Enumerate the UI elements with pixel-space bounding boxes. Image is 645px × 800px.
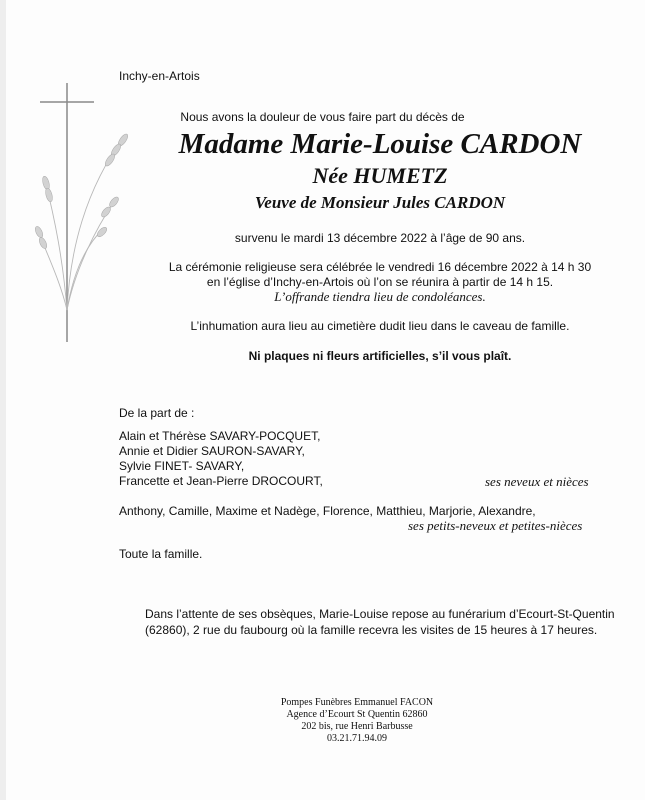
- deceased-name: Madame Marie-Louise CARDON: [178, 128, 582, 160]
- grand-relation: ses petits-neveux et petites-nièces: [408, 518, 583, 533]
- whole-family: Toute la famille.: [119, 547, 203, 561]
- from-label: De la part de :: [119, 406, 195, 420]
- burial-text: L’inhumation aura lieu au cimetière dudit lieu dans le caveau de famille.: [190, 319, 570, 333]
- relative-2: Annie et Didier SAURON-SAVARY,: [119, 444, 305, 458]
- maiden-name: Née HUMETZ: [312, 163, 448, 188]
- no-flowers-notice: Ni plaques ni fleurs artificielles, s’il vous plaît.: [248, 349, 512, 363]
- ceremony-line-1: La cérémonie religieuse sera célébrée le vendredi 16 décembre 2022 à 14 h 30: [168, 260, 592, 274]
- relative-4: Francette et Jean-Pierre DROCOURT,: [119, 474, 323, 488]
- relative-3: Sylvie FINET- SAVARY,: [119, 459, 245, 473]
- death-notice: survenu le mardi 13 décembre 2022 à l’âge de 90 ans.: [234, 231, 526, 245]
- grand-nephews-names: Anthony, Camille, Maxime et Nadège, Florence, Matthieu, Marjorie, Alexandre,: [119, 504, 536, 518]
- funeral-home-phone: 03.21.71.94.09: [327, 733, 387, 744]
- ceremony-line-3: L’offrande tiendra lieu de condoléances.: [274, 289, 486, 304]
- widow-of: Veuve de Monsieur Jules CARDON: [254, 193, 506, 212]
- funeral-home-address: 202 bis, rue Henri Barbusse: [301, 721, 413, 732]
- funeral-home-name: Pompes Funèbres Emmanuel FACON: [280, 697, 434, 708]
- repose-line-2: (62860), 2 rue du faubourg où la famille recevra les visites de 15 heures à 17 heures.: [145, 623, 598, 637]
- relatives-relation: ses neveux et nièces: [485, 474, 589, 489]
- funeral-home-agency: Agence d’Ecourt St Quentin 62860: [286, 709, 428, 720]
- location: Inchy-en-Artois: [119, 69, 200, 83]
- intro-text: Nous avons la douleur de vous faire part du décès de: [180, 110, 465, 124]
- funeral-home-block: [0, 697, 645, 745]
- ceremony-line-2: en l’église d’Inchy-en-Artois où l’on se réunira à partir de 14 h 15.: [206, 275, 554, 289]
- repose-line-1: Dans l’attente de ses obsèques, Marie-Louise repose au funérarium d’Ecourt-St-Quentin: [145, 607, 615, 621]
- relative-1: Alain et Thérèse SAVARY-POCQUET,: [119, 429, 321, 443]
